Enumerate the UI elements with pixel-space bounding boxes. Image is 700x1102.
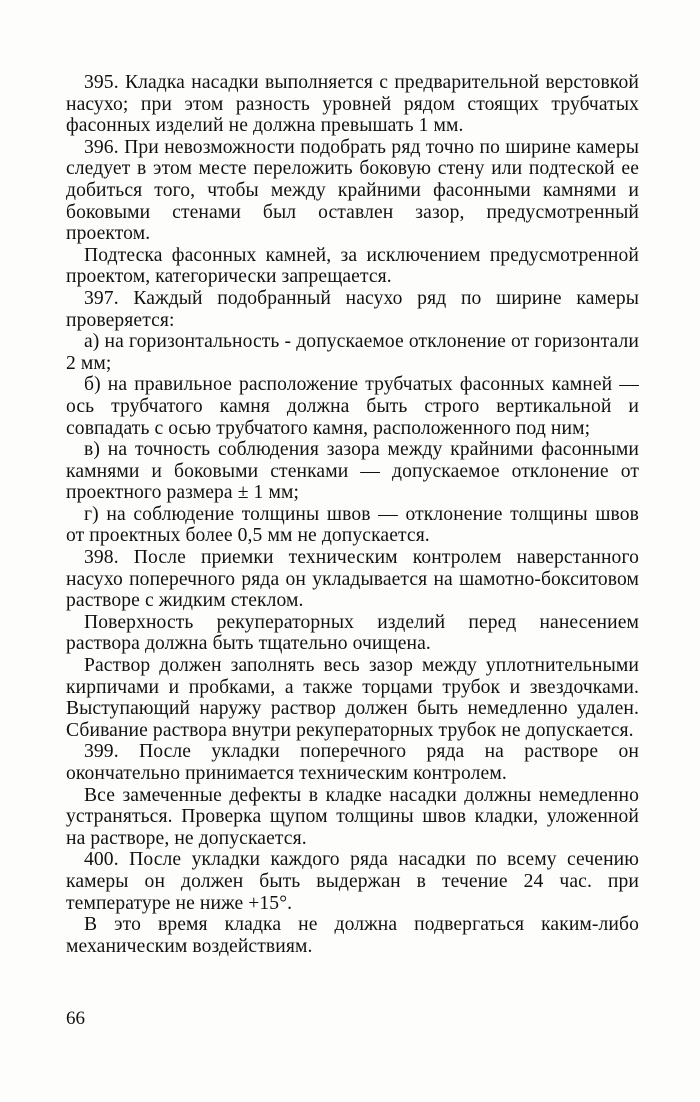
paragraph-397: 397. Каждый подобранный насухо ряд по ширине камеры проверяется: — [66, 287, 639, 331]
paragraph-395: 395. Кладка насадки выполняется с предварительной верстовкой насухо; при этом разность уровней рядом стоящих трубчатых фасонных изделий не должна превышать 1 мм. — [66, 72, 639, 137]
paragraph-396: 396. При невозможности подобрать ряд точно по ширине камеры следует в этом месте переложить боковую стену или подтеской ее добиться того, чтобы между крайними фасонными камнями и боковыми стенами был оставлен зазор, предусмотренный проектом. — [66, 136, 639, 245]
paragraph-397-v: в) на точность соблюдения зазора между крайними фасонными камнями и боковыми стенками — допускаемое отклонение от проектного размера ± 1 мм; — [66, 439, 639, 504]
paragraph-397-g: г) на соблюдение толщины швов — отклонение толщины швов от проектных более 0,5 мм не допускается. — [66, 503, 639, 547]
paragraph-400: 400. После укладки каждого ряда насадки по всему сечению камеры он должен быть выдержан в течение 24 час. при температуре не ниже +15°. — [66, 849, 639, 914]
paragraph-399: 399. После укладки поперечного ряда на растворе он окончательно принимается техническим контролем. — [66, 741, 639, 784]
paragraph-397-b: б) на правильное расположение трубчатых фасонных камней — ось трубчатого камня должна быть строго вертикальной и совпадать с осью трубчатого камня, расположенного под ним; — [66, 374, 639, 439]
paragraph-399-defects: Все замеченные дефекты в кладке насадки должны немедленно устраняться. Проверка щупом толщины швов кладки, уложенной на растворе, не допускается. — [66, 784, 639, 849]
paragraph-397-a: а) на горизонтальность - допускаемое отклонение от горизонтали 2 мм; — [66, 331, 639, 374]
body-text — [66, 72, 639, 957]
paragraph-400-no-impact: В это время кладка не должна подвергаться каким-либо механическим воздействиям. — [66, 914, 639, 957]
paragraph-398: 398. После приемки техническим контролем наверстанного насухо поперечного ряда он укладывается на шамотно-бокситовом растворе с жидким стеклом. — [66, 547, 639, 612]
page-number: 66 — [66, 1008, 85, 1029]
paragraph-398-surface: Поверхность рекуператорных изделий перед нанесением раствора должна быть тщательно очищена. — [66, 611, 639, 655]
paragraph-396-trimming: Подтеска фасонных камней, за исключением предусмотренной проектом, категорически запрещается. — [66, 244, 639, 288]
paragraph-398-mortar: Раствор должен заполнять весь зазор между уплотнительными кирпичами и пробками, а также торцами трубок и звездочками. Выступающий наружу раствор должен быть немедленно удален. Сбивание раствора внутри рекуператорных трубок не допускается. — [66, 655, 639, 741]
